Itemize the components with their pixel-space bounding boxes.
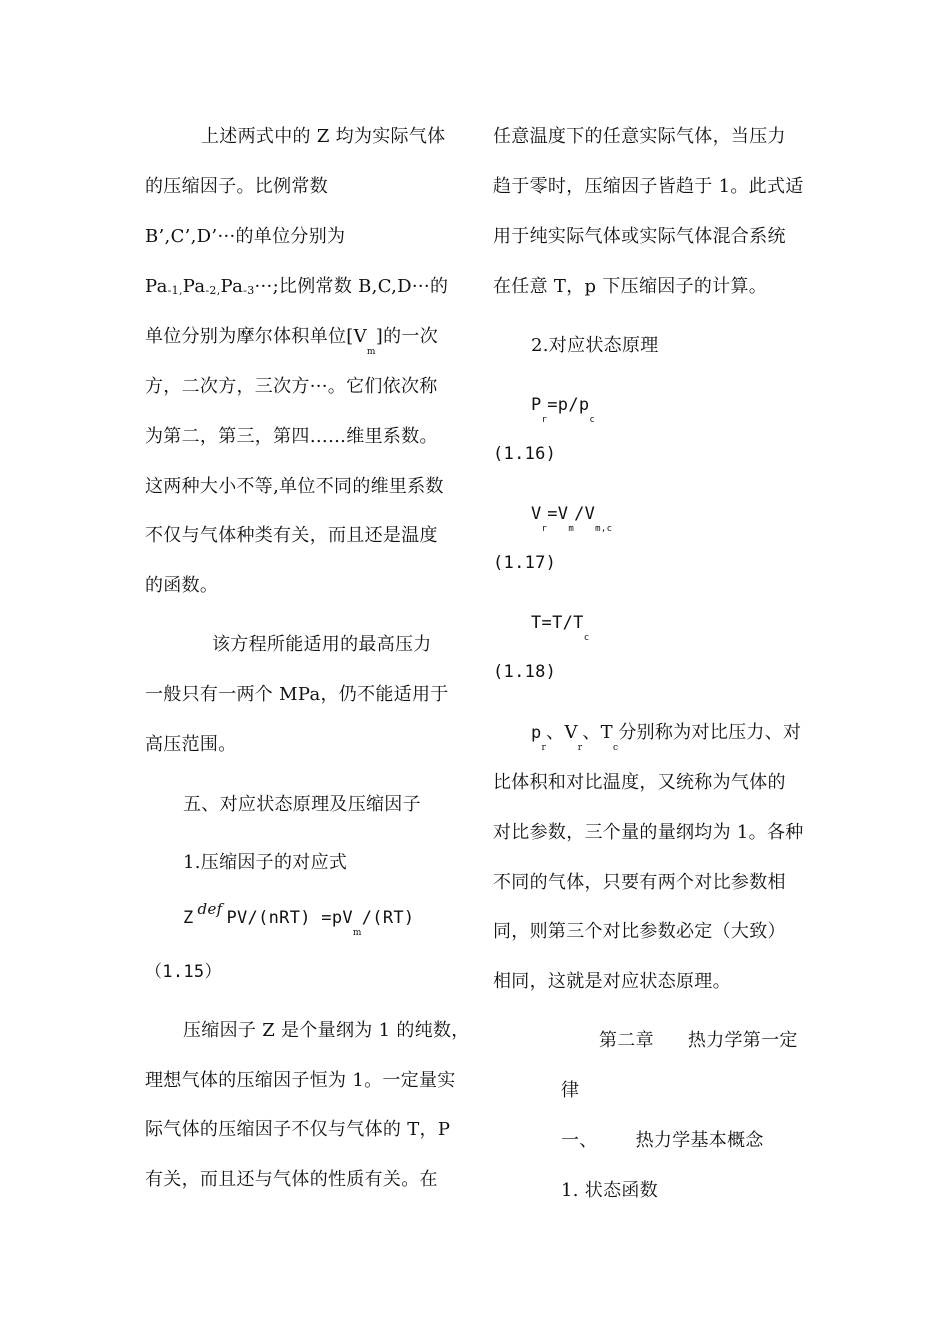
- paragraph-line: 为第二，第三，第四……维里系数。: [145, 426, 438, 447]
- paragraph-line: 同，则第三个对比参数必定（大致）: [493, 921, 786, 942]
- subscript: r: [541, 415, 548, 425]
- equation-number: （1.15）: [145, 962, 222, 982]
- text: 单位分别为摩尔体积单位[V: [145, 326, 367, 347]
- eq-text: /(RT): [361, 908, 415, 928]
- paragraph-line: 理想气体的压缩因子恒为 1。一定量实: [145, 1070, 456, 1091]
- equation-number: (1.16): [493, 444, 557, 464]
- subscript: c: [583, 633, 590, 643]
- eq-text: P: [531, 395, 542, 415]
- subscript: m: [568, 524, 575, 534]
- paragraph-line: 对比参数，三个量的量纲均为 1。各种: [493, 822, 804, 843]
- paragraph-line: 压缩因子 Z 是个量纲为 1 的纯数，: [183, 1020, 470, 1041]
- paragraph-line: 该方程所能适用的最高压力: [212, 634, 432, 655]
- chapter-title-continued: 律: [561, 1080, 580, 1101]
- exponent: -3: [243, 284, 255, 297]
- subscript: c: [612, 743, 619, 753]
- subscript: m: [352, 928, 362, 938]
- eq-text: /V: [574, 504, 596, 524]
- eq-text: T=T/T: [531, 613, 584, 633]
- equation-1-16: [531, 393, 596, 425]
- subscript: c: [589, 415, 596, 425]
- eq-text: PV/(nRT) =pV: [226, 908, 353, 928]
- text: Pa: [220, 276, 244, 297]
- text: 、T: [582, 722, 613, 743]
- eq-text: =V: [547, 504, 569, 524]
- subsection-heading: 2.对应状态原理: [531, 335, 659, 356]
- subscript: r: [541, 743, 547, 753]
- subscript: m,c: [595, 524, 613, 534]
- text: 、V: [546, 722, 578, 743]
- paragraph-line: 比体积和对比温度，又统称为气体的: [493, 772, 786, 793]
- paragraph-line: 高压范围。: [145, 734, 237, 755]
- eq-text: p: [531, 723, 542, 743]
- text: ···;比例常数 B,C,D···的: [254, 276, 449, 297]
- chapter-heading: [599, 1029, 798, 1053]
- paragraph-line: 相同，这就是对应状态原理。: [493, 971, 731, 992]
- eq-text: V: [531, 504, 542, 524]
- subscript: r: [541, 524, 548, 534]
- text: ]的一次: [375, 326, 438, 347]
- subsection-heading: 1. 状态函数: [561, 1180, 658, 1201]
- paragraph-line: 用于纯实际气体或实际气体混合系统: [493, 226, 786, 247]
- section-heading: 五、对应状态原理及压缩因子: [183, 794, 421, 815]
- equation-1-17: [531, 502, 613, 534]
- paragraph-line: 这两种大小不等,单位不同的维里系数: [145, 476, 444, 497]
- paragraph-line: 不同的气体，只要有两个对比参数相: [493, 872, 786, 893]
- paragraph-line: 在任意 T，p 下压缩因子的计算。: [493, 276, 768, 297]
- section-number: 一、: [561, 1130, 598, 1151]
- equation-number: (1.17): [493, 553, 557, 573]
- exponent: -1,: [167, 284, 183, 297]
- text: Pa: [182, 276, 206, 297]
- equation-number: (1.18): [493, 662, 557, 682]
- paragraph-line: 任意温度下的任意实际气体，当压力: [493, 126, 786, 147]
- paragraph-line: 一般只有一两个 MPa，仍不能适用于: [145, 684, 449, 705]
- paragraph-line: 的压缩因子。比例常数: [145, 176, 328, 197]
- paragraph-line: 上述两式中的 Z 均为实际气体: [201, 126, 446, 147]
- equation-1-18: [531, 611, 590, 643]
- exponent: -2,: [205, 284, 221, 297]
- paragraph-line: 的函数。: [145, 575, 219, 596]
- paragraph-line-pa-units: [145, 275, 448, 301]
- paragraph-line: 际气体的压缩因子不仅与气体的 T，P: [145, 1119, 451, 1140]
- eq-text: Z: [183, 908, 194, 928]
- subscript: r: [577, 743, 583, 753]
- paragraph-line-vm: [145, 325, 438, 357]
- paragraph-line-reduced-params: [531, 721, 802, 753]
- paragraph-line: 方，二次方，三次方···。它们依次称: [145, 376, 438, 397]
- paragraph-line: 不仅与气体种类有关，而且还是温度: [145, 525, 438, 546]
- equation-1-15: [183, 900, 415, 938]
- chapter-title: 热力学第一定: [687, 1030, 798, 1051]
- section-title: 热力学基本概念: [635, 1130, 764, 1151]
- subsection-heading: 1.压缩因子的对应式: [183, 852, 348, 873]
- subscript: m: [366, 347, 376, 357]
- eq-text: =p/p: [547, 395, 590, 415]
- chapter-number: 第二章: [599, 1030, 654, 1051]
- paragraph-line: 有关，而且还与气体的性质有关。在: [145, 1169, 438, 1190]
- paragraph-line: 趋于零时，压缩因子皆趋于 1。此式适: [493, 176, 804, 197]
- text: 分别称为对比压力、对: [618, 722, 802, 743]
- text: Pa: [145, 276, 168, 297]
- section-heading: [561, 1129, 764, 1153]
- def-superscript: def: [197, 900, 223, 918]
- paragraph-line: B’,C’,D’···的单位分别为: [145, 226, 346, 247]
